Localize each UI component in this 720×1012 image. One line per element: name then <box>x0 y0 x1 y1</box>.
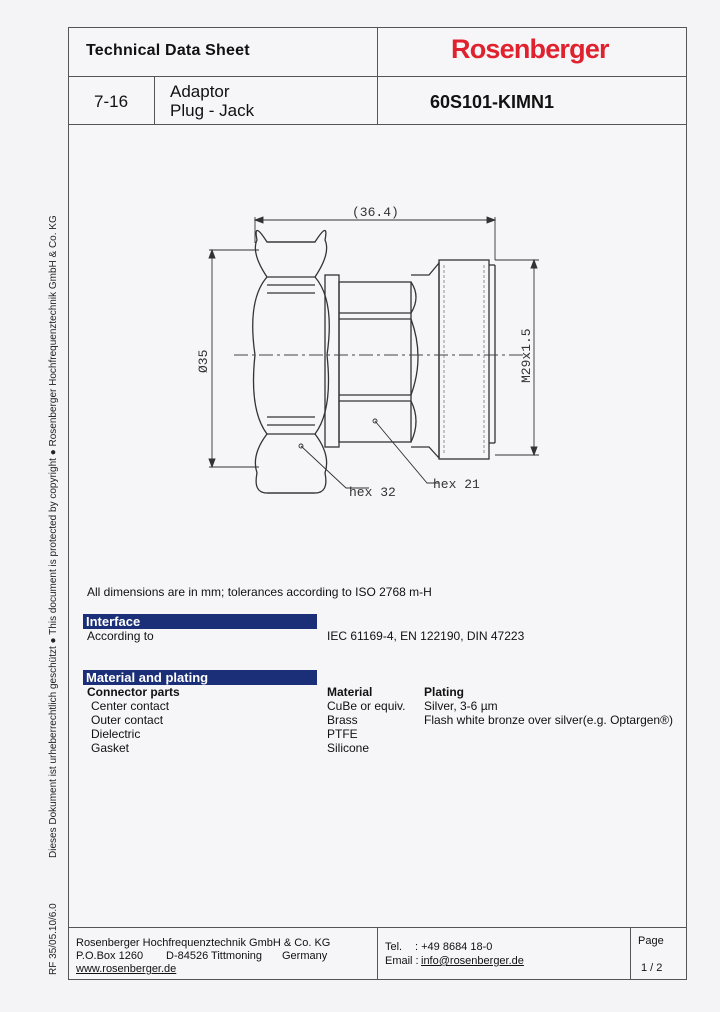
interface-heading: Interface <box>83 614 317 629</box>
part-name: Gasket <box>91 741 130 755</box>
email-label: Email : <box>385 955 419 967</box>
material-heading: Material and plating <box>83 670 317 685</box>
series-label: 7-16 <box>94 92 129 111</box>
jack-thread <box>439 260 489 459</box>
hex-plug-label: hex 32 <box>349 485 396 500</box>
part-name: Dielectric <box>91 727 141 741</box>
col-material: Material <box>327 685 373 699</box>
interface-value: IEC 61169-4, EN 122190, DIN 47223 <box>327 629 525 643</box>
product-type-line2: Plug - Jack <box>170 101 255 120</box>
diameter-dimension: Ø35 <box>196 349 211 373</box>
part-number: 60S101-KIMN1 <box>430 92 555 112</box>
page-number: 1 / 2 <box>641 962 663 974</box>
plug-nut-bottom-bulge <box>255 434 326 493</box>
part-name: Center contact <box>91 699 170 713</box>
hex-body <box>339 282 411 442</box>
data-sheet <box>68 27 687 980</box>
plug-nut-top-bulge <box>255 230 326 277</box>
page-label: Page <box>638 935 664 947</box>
interface-label: According to <box>87 629 154 643</box>
part-material: PTFE <box>327 727 358 741</box>
part-material: Brass <box>327 713 358 727</box>
part-plating: Silver, 3-6 µm <box>424 699 498 713</box>
footer-website-link[interactable]: www.rosenberger.de <box>76 963 177 975</box>
tel-label: Tel. <box>385 941 403 953</box>
hex-body-label: hex 21 <box>433 477 480 492</box>
form-code-side-text: RF 35/05.10/6.0 <box>48 903 59 975</box>
part-plating: Flash white bronze over silver(e.g. Optargen®) <box>424 713 673 727</box>
length-dimension: (36.4) <box>352 205 399 220</box>
tolerance-note: All dimensions are in mm; tolerances according to ISO 2768 m-H <box>87 585 432 599</box>
document-title: Technical Data Sheet <box>86 42 250 59</box>
product-type-line1: Adaptor <box>170 82 230 101</box>
brand-logo: Rosenberger <box>451 34 609 64</box>
tel-value: : +49 8684 18-0 <box>415 941 493 953</box>
plug-nut-body <box>253 277 330 434</box>
footer-country: Germany <box>282 950 328 962</box>
part-material: Silicone <box>327 741 370 755</box>
thread-dimension: M29x1.5 <box>519 328 534 383</box>
part-name: Outer contact <box>91 713 164 727</box>
col-connector-parts: Connector parts <box>87 685 180 699</box>
technical-drawing <box>69 125 686 545</box>
copyright-side-text: Dieses Dokument ist urheberrechtlich geschützt ● This document is protected by copyright ● Rosenberger Hochfrequenztechnik GmbH & Co. KG <box>48 215 59 858</box>
footer-company: Rosenberger Hochfrequenztechnik GmbH & Co. KG <box>76 937 331 949</box>
part-material: CuBe or equiv. <box>327 699 406 713</box>
footer-pobox: P.O.Box 1260 <box>76 950 144 962</box>
footer-city: D-84526 Tittmoning <box>166 950 262 962</box>
email-link[interactable]: info@rosenberger.de <box>421 955 524 967</box>
col-plating: Plating <box>424 685 465 699</box>
